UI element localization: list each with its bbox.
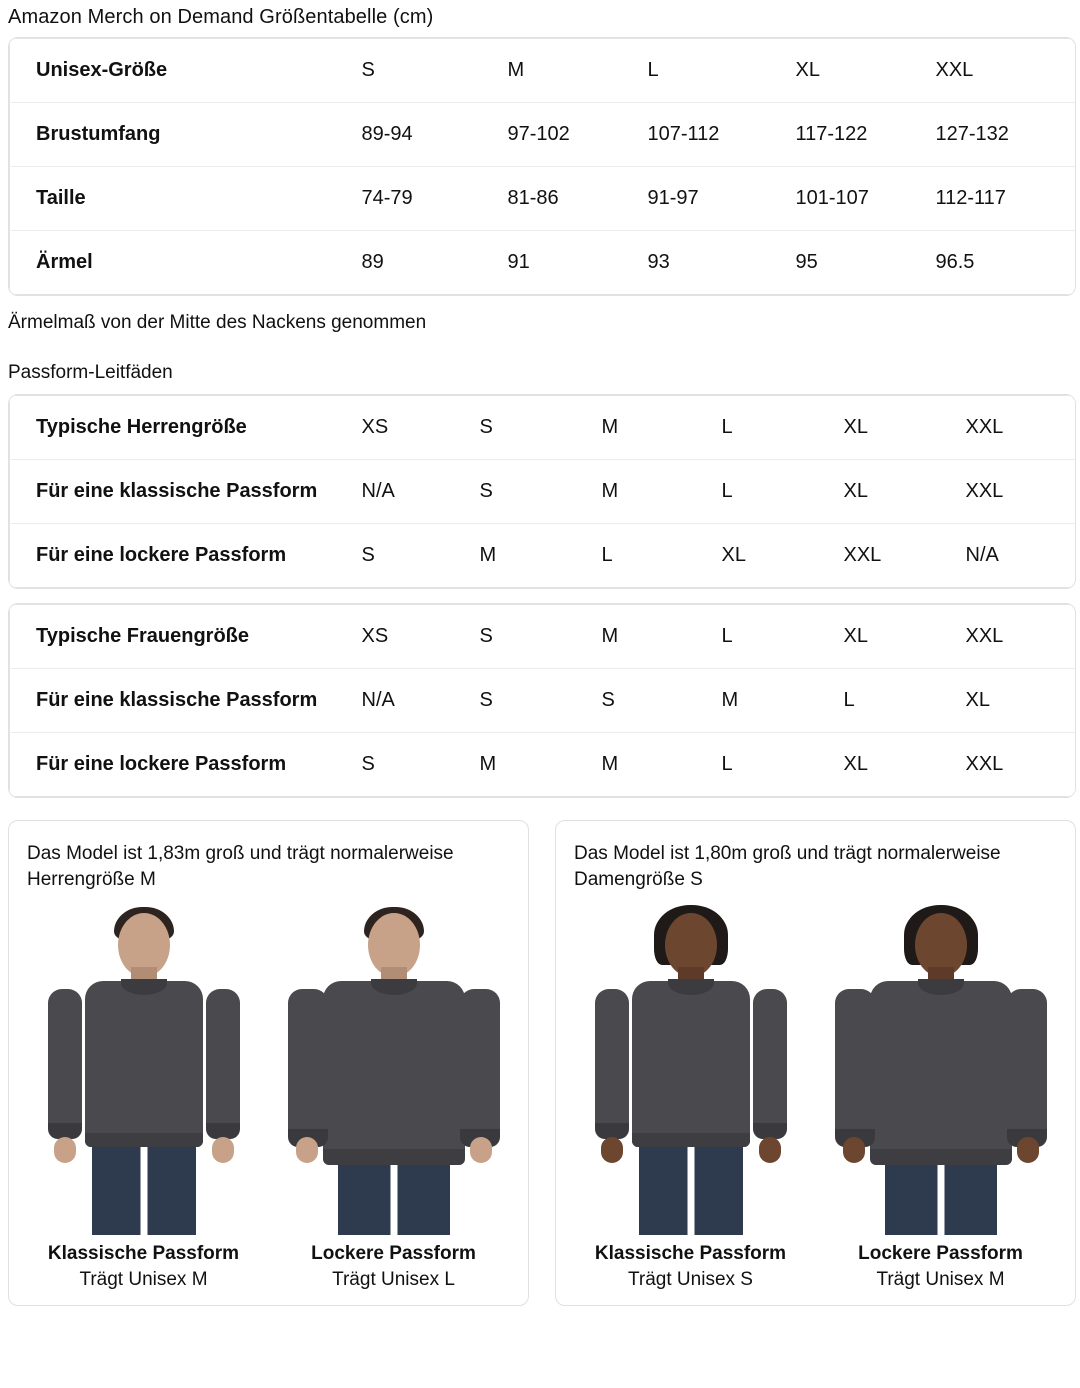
cell: L [722, 605, 844, 669]
model-figure-classic [24, 905, 264, 1291]
cell: XXL [966, 460, 1077, 524]
jeans [338, 1163, 450, 1235]
cell: 91 [507, 251, 530, 273]
sleeve-left [288, 989, 328, 1145]
measurements-table-wrapper [8, 37, 1076, 296]
cell: 112-117 [936, 167, 1077, 231]
row-label: Typische Frauengröße [10, 605, 362, 669]
model-figures [27, 905, 510, 1291]
cell: 127-132 [936, 103, 1077, 167]
cell: M [601, 753, 619, 775]
cell: S [362, 39, 508, 103]
cell: S [480, 605, 602, 669]
cell: M [508, 39, 648, 103]
sweatshirt-body [323, 981, 465, 1163]
cell: XL [721, 544, 746, 566]
cell: XS [362, 605, 480, 669]
hand-right [759, 1137, 781, 1163]
sleeve-left [835, 989, 875, 1145]
cell: L [722, 396, 844, 460]
model-card-mens [8, 820, 529, 1306]
cell: 96.5 [935, 251, 975, 273]
sweatshirt-body [85, 981, 203, 1147]
sweatshirt-body [632, 981, 750, 1147]
sleeve-right [206, 989, 240, 1139]
cell: M [479, 544, 497, 566]
page-title: Amazon Merch on Demand Größentabelle (cm) [8, 6, 434, 28]
sweatshirt-body [870, 981, 1012, 1163]
hem [85, 1133, 203, 1147]
cell: L [844, 669, 966, 733]
fit-wears: Trägt Unisex S [628, 1269, 753, 1290]
table-row [10, 733, 1077, 797]
model-figure-loose [274, 905, 514, 1291]
hem [632, 1133, 750, 1147]
cell: XXL [936, 39, 1077, 103]
cell: 89-94 [362, 103, 508, 167]
jeans [639, 1145, 743, 1235]
model-photo-male-loose [274, 905, 514, 1235]
cell: S [480, 396, 602, 460]
cell: XXL [966, 396, 1077, 460]
model-caption: Das Model ist 1,83m groß und trägt normalerweise Herrengröße M [27, 843, 454, 890]
row-label: Typische Herrengröße [10, 396, 362, 460]
table-row [10, 524, 1077, 588]
sleeve-right [1007, 989, 1047, 1145]
measurements-table [9, 38, 1076, 295]
table-row [10, 460, 1077, 524]
model-caption: Das Model ist 1,80m groß und trägt normalerweise Damengröße S [574, 843, 1001, 890]
cell: N/A [362, 669, 480, 733]
model-photo-male-classic [24, 905, 264, 1235]
cell: S [480, 669, 602, 733]
mens-fit-table-wrapper [8, 394, 1076, 589]
table-row [10, 167, 1077, 231]
fit-guides-label: Passform-Leitfäden [8, 362, 173, 383]
cell: XL [844, 605, 966, 669]
cell: 91-97 [648, 167, 796, 231]
cell: M [602, 460, 722, 524]
jeans [885, 1163, 997, 1235]
hand-right [1017, 1137, 1039, 1163]
jeans [92, 1145, 196, 1235]
fit-wears: Trägt Unisex M [79, 1269, 208, 1290]
cell: L [648, 39, 796, 103]
model-figures [574, 905, 1057, 1291]
hem [323, 1149, 465, 1165]
cell: XL [966, 669, 1077, 733]
fit-wears: Trägt Unisex M [876, 1269, 1005, 1290]
table-row [10, 231, 1077, 295]
hand-right [470, 1137, 492, 1163]
cell: XXL [843, 544, 882, 566]
cell: XL [843, 753, 868, 775]
hand-left [296, 1137, 318, 1163]
cell: 117-122 [796, 103, 936, 167]
cell: L [601, 544, 613, 566]
hand-left [54, 1137, 76, 1163]
cell: XXL [965, 753, 1004, 775]
sleeve-left [595, 989, 629, 1139]
fit-name: Klassische Passform [594, 1243, 787, 1264]
row-label: Für eine lockere Passform [36, 753, 287, 775]
table-row [10, 396, 1077, 460]
cell: S [480, 460, 602, 524]
cell: 107-112 [648, 103, 796, 167]
cell: 93 [647, 251, 670, 273]
cell: N/A [965, 544, 999, 566]
hand-left [843, 1137, 865, 1163]
row-label: Brustumfang [10, 103, 362, 167]
row-label: Für eine klassische Passform [10, 669, 362, 733]
fit-name: Lockere Passform [858, 1243, 1023, 1264]
sleeve-left [48, 989, 82, 1139]
fit-name: Klassische Passform [47, 1243, 240, 1264]
womens-fit-table-wrapper [8, 603, 1076, 798]
hand-right [212, 1137, 234, 1163]
table-row [10, 669, 1077, 733]
fit-wears: Trägt Unisex L [332, 1269, 455, 1290]
cell: N/A [362, 460, 480, 524]
table-row [10, 103, 1077, 167]
row-label: Taille [10, 167, 362, 231]
cell: XS [362, 396, 480, 460]
cell: L [721, 753, 733, 775]
row-label: Unisex-Größe [10, 39, 362, 103]
row-label: Ärmel [36, 251, 93, 273]
cell: 81-86 [508, 167, 648, 231]
cell: M [722, 669, 844, 733]
cell: S [361, 544, 375, 566]
cell: XXL [966, 605, 1077, 669]
sleeve-right [753, 989, 787, 1139]
hem [870, 1149, 1012, 1165]
cell: M [479, 753, 497, 775]
row-label: Für eine klassische Passform [10, 460, 362, 524]
model-figure-loose [821, 905, 1061, 1291]
cell: XL [796, 39, 936, 103]
cell: L [722, 460, 844, 524]
hand-left [601, 1137, 623, 1163]
model-cards [8, 820, 1076, 1306]
womens-fit-table [9, 604, 1076, 797]
cell: 97-102 [508, 103, 648, 167]
cell: S [361, 753, 375, 775]
model-photo-female-loose [821, 905, 1061, 1235]
sleeve-measurement-note: Ärmelmaß von der Mitte des Nackens genommen [8, 312, 427, 333]
cell: 74-79 [362, 167, 508, 231]
cell: XL [844, 396, 966, 460]
fit-name: Lockere Passform [311, 1243, 476, 1264]
sleeve-right [460, 989, 500, 1145]
cell: M [602, 605, 722, 669]
mens-fit-table [9, 395, 1076, 588]
cell: M [602, 396, 722, 460]
cell: XL [844, 460, 966, 524]
cell: S [602, 669, 722, 733]
model-card-womens [555, 820, 1076, 1306]
table-row [10, 605, 1077, 669]
cell: 95 [795, 251, 818, 273]
row-label: Für eine lockere Passform [36, 544, 287, 566]
model-photo-female-classic [571, 905, 811, 1235]
cell: 89 [361, 251, 384, 273]
cell: 101-107 [796, 167, 936, 231]
table-row [10, 39, 1077, 103]
model-figure-classic [571, 905, 811, 1291]
